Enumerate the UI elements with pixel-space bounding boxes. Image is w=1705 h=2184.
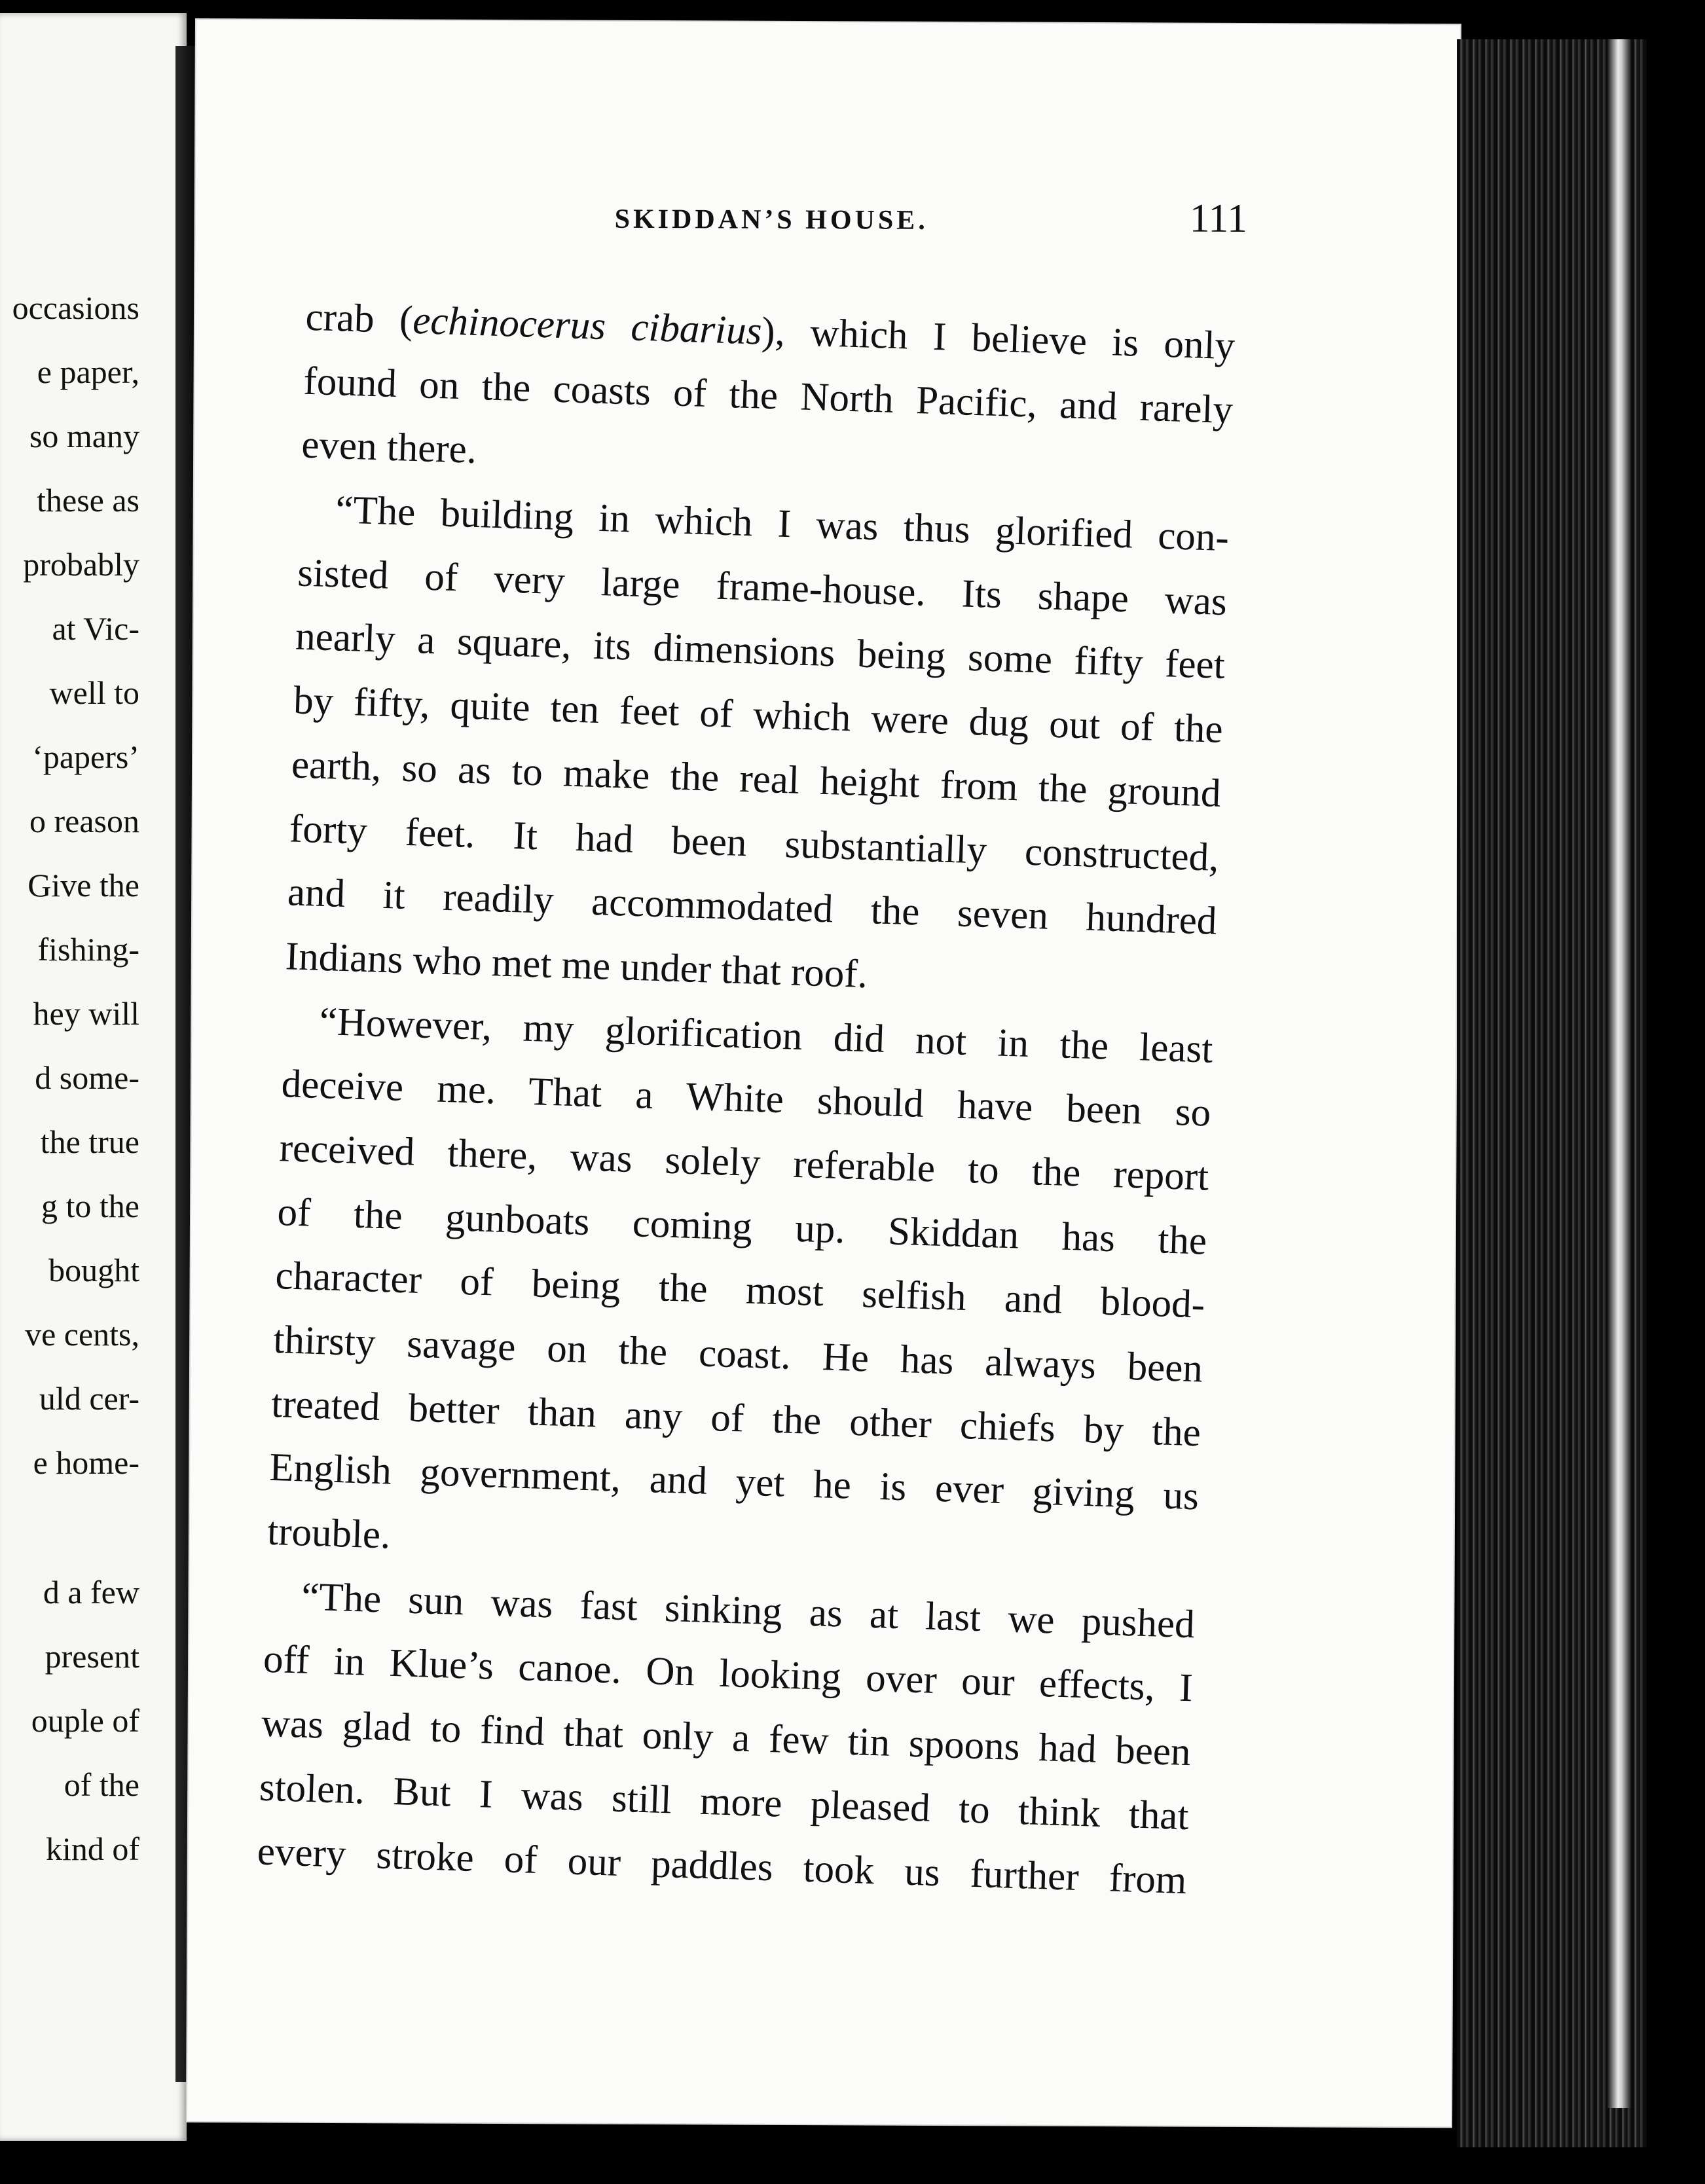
paragraph [257,1564,1196,1913]
left-page-line: fishing- [37,931,139,968]
text-line: and it readily accommodated the seven hundred [287,870,1218,944]
left-page-line: kind of [45,1830,139,1867]
left-page-line: present [45,1638,139,1675]
text-line: deceive me. That a White should have been so [280,1062,1212,1135]
text-line: “The building in which I was thus glorified con- [335,488,1230,560]
left-page-line: o reason [29,803,139,839]
text-line: “However, my glorification did not in the least [318,999,1214,1072]
left-page-line: probably [23,546,139,583]
fore-edge-highlight [1607,39,1631,2108]
running-head: SKIDDAN’S HOUSE. [614,204,928,236]
text-line: treated better than any of the other chiefs by the [270,1381,1201,1455]
text-line: English government, and yet he is ever giving us [268,1446,1200,1519]
left-page-line: occasions [12,289,139,326]
text-line: even there. [301,423,478,473]
text-line: thirsty savage on the coast. He has always been [272,1317,1203,1391]
left-page-line: so many [29,418,139,454]
text-line: off in Klue’s canoe. On looking over our effects, I [263,1637,1194,1711]
paragraph [301,285,1236,507]
left-page-line: at Vic- [52,610,139,647]
left-page-line: d a few [43,1574,139,1611]
paragraph [266,989,1214,1593]
text-line: received there, was solely referable to the report [278,1126,1210,1199]
text-line: sisted of very large frame-house. Its shape was [297,551,1228,624]
left-page-line: bought [48,1252,139,1288]
text-line: “The sun was fast sinking as at last we pushed [301,1574,1196,1647]
left-page-line: well to [49,674,139,711]
left-page-line: uld cer- [39,1380,139,1417]
left-page-line: e home- [33,1444,139,1481]
page-body [257,285,1236,1913]
text-line: trouble. [266,1509,392,1557]
text-line: character of being the most selfish and blood- [274,1254,1206,1327]
text-line: found on the coasts of the North Pacific, and rarely [302,359,1234,432]
left-page-line: e paper, [37,354,139,390]
paragraph [284,477,1230,1018]
left-page-line: d some- [35,1059,139,1096]
text-line: earth, so as to make the real height from the ground [291,742,1222,816]
left-page-line: ‘papers’ [32,738,139,775]
text-line: was glad to find that only a few tin spoons had been [261,1701,1192,1775]
text-line: crab (echinocerus cibarius), which I believe is only [304,295,1236,369]
text-line: forty feet. It had been substantially constructed, [289,806,1220,880]
left-page-line: these as [37,482,139,519]
page-number: 111 [1189,196,1248,242]
book-page [187,20,1460,2126]
left-page-line: ve cents, [25,1316,139,1353]
left-page-line: hey will [33,995,139,1032]
left-facing-page [0,13,187,2141]
left-page-line: ouple of [31,1702,139,1739]
text-line: stolen. But I was still more pleased to think that [259,1765,1190,1839]
text-line: nearly a square, its dimensions being some fifty feet [295,614,1226,688]
left-page-line: of the [64,1766,139,1803]
italic-species-name: echinocerus cibarius [412,298,763,354]
left-page-line: g to the [41,1188,139,1224]
text-line: Indians who met me under that roof. [284,934,868,997]
text-line: every stroke of our paddles took us further from [257,1829,1188,1902]
text-line: by fifty, quite ten feet of which were dug out of the [293,678,1224,752]
left-page-line: the true [40,1123,139,1160]
text-line: of the gunboats coming up. Skiddan has the [276,1190,1208,1264]
left-page-line: Give the [28,867,139,903]
